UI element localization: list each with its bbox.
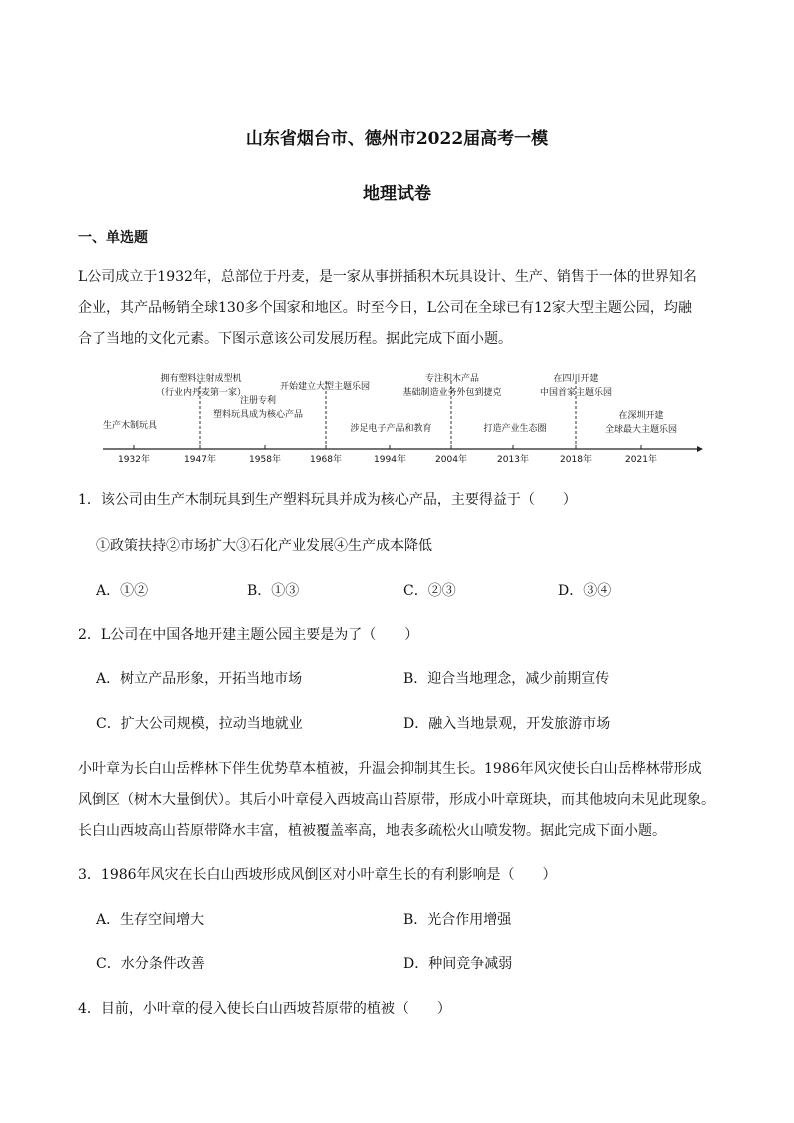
timeline-event-label: 基础制造业务外包到捷克 xyxy=(402,388,502,398)
timeline-event-label: 打造产业生态圈 xyxy=(483,424,547,434)
q1-option-b[interactable]: B．①③ xyxy=(247,583,300,599)
q2-option-c[interactable]: C．扩大公司规模，拉动当地就业 xyxy=(96,716,303,732)
q2-option-b[interactable]: B．迎合当地理念，减少前期宣传 xyxy=(403,671,610,687)
timeline-event-label: 拥有塑料注射成型机 xyxy=(160,374,242,384)
timeline-event-label: 生产木制玩具 xyxy=(102,421,158,431)
passage1-line: 企业，其产品畅销全球130多个国家和地区。时至今日，L公司在全球已有12家大型主题公园，均融 xyxy=(78,300,692,316)
q4-stem: 4．目前，小叶章的侵入使长白山西坡苔原带的植被（ ） xyxy=(78,1001,451,1017)
q2-stem: 2．L公司在中国各地开建主题公园主要是为了（ ） xyxy=(78,627,419,643)
q1-option-c[interactable]: C．②③ xyxy=(403,583,456,599)
timeline-event-label: 涉足电子产品和教育 xyxy=(350,424,432,434)
timeline-year-label: 2021年 xyxy=(625,455,657,465)
timeline-event-label: （行业内丹麦第一家） xyxy=(155,388,247,398)
passage2-line: 风倒区（树木大量倒伏）。其后小叶章侵入西坡高山苔原带，形成小叶章斑块，而其他坡向未见此现象。 xyxy=(78,792,715,808)
passage2-line: 小叶章为长白山岳桦林下伴生优势草本植被，升温会抑制其生长。1986年风灾使长白山岳桦林带形成 xyxy=(78,761,702,777)
q2-option-a[interactable]: A．树立产品形象，开拓当地市场 xyxy=(96,671,303,687)
timeline-year-label: 1958年 xyxy=(249,455,281,465)
timeline-arrow-icon xyxy=(697,446,703,452)
q3-option-b[interactable]: B．光合作用增强 xyxy=(403,912,512,928)
q1-stem: 1．该公司由生产木制玩具到生产塑料玩具并成为核心产品，主要得益于（ ） xyxy=(78,492,577,508)
q1-items: ①政策扶持②市场扩大③石化产业发展④生产成本降低 xyxy=(96,538,432,554)
timeline-year-label: 1932年 xyxy=(118,455,150,465)
q3-option-a[interactable]: A．生存空间增大 xyxy=(96,912,205,928)
passage1-line: L公司成立于1932年，总部位于丹麦，是一家从事拼插积木玩具设计、生产、销售于一体的世界知名 xyxy=(78,269,697,285)
q1-option-d[interactable]: D．③④ xyxy=(558,583,612,599)
timeline-event-label: 专注积木产品 xyxy=(424,374,480,384)
timeline-year-label: 2004年 xyxy=(435,455,467,465)
passage2-line: 长白山西坡高山苔原带降水丰富，植被覆盖率高，地表多疏松火山喷发物。据此完成下面小题。 xyxy=(78,823,666,839)
timeline-year-label: 1994年 xyxy=(374,455,406,465)
timeline-year-label: 1968年 xyxy=(310,455,342,465)
q1-option-a[interactable]: A．①② xyxy=(96,583,149,599)
company-timeline-figure xyxy=(95,367,705,469)
timeline-event-label: 在四川开建 xyxy=(553,374,599,384)
q2-option-d[interactable]: D．融入当地景观，开发旅游市场 xyxy=(403,716,611,732)
q3-option-d[interactable]: D．种间竞争减弱 xyxy=(403,956,513,972)
q3-option-c[interactable]: C．水分条件改善 xyxy=(96,956,205,972)
timeline-event-label: 开始建立大型主题乐园 xyxy=(279,382,371,392)
q3-stem: 3．1986年风灾在长白山西坡形成风倒区对小叶章生长的有利影响是（ ） xyxy=(78,867,557,883)
timeline-event-label: 在深圳开建 xyxy=(618,411,664,421)
page-title: 山东省烟台市、德州市2022届高考一模 xyxy=(245,129,549,149)
timeline-year-label: 2013年 xyxy=(497,455,529,465)
passage1-line: 合了当地的文化元素。下图示意该公司发展历程。据此完成下面小题。 xyxy=(78,331,512,347)
timeline-year-label: 1947年 xyxy=(184,455,216,465)
timeline-event-label: 塑料玩具成为核心产品 xyxy=(212,410,304,420)
timeline-event-label: 中国首家主题乐园 xyxy=(539,388,613,398)
timeline-event-label: 全球最大主题乐园 xyxy=(604,425,678,435)
timeline-year-label: 2018年 xyxy=(560,455,592,465)
section-heading: 一、单选题 xyxy=(78,230,148,246)
timeline-event-label: 注册专利 xyxy=(239,396,277,406)
page-subtitle: 地理试卷 xyxy=(363,184,431,204)
